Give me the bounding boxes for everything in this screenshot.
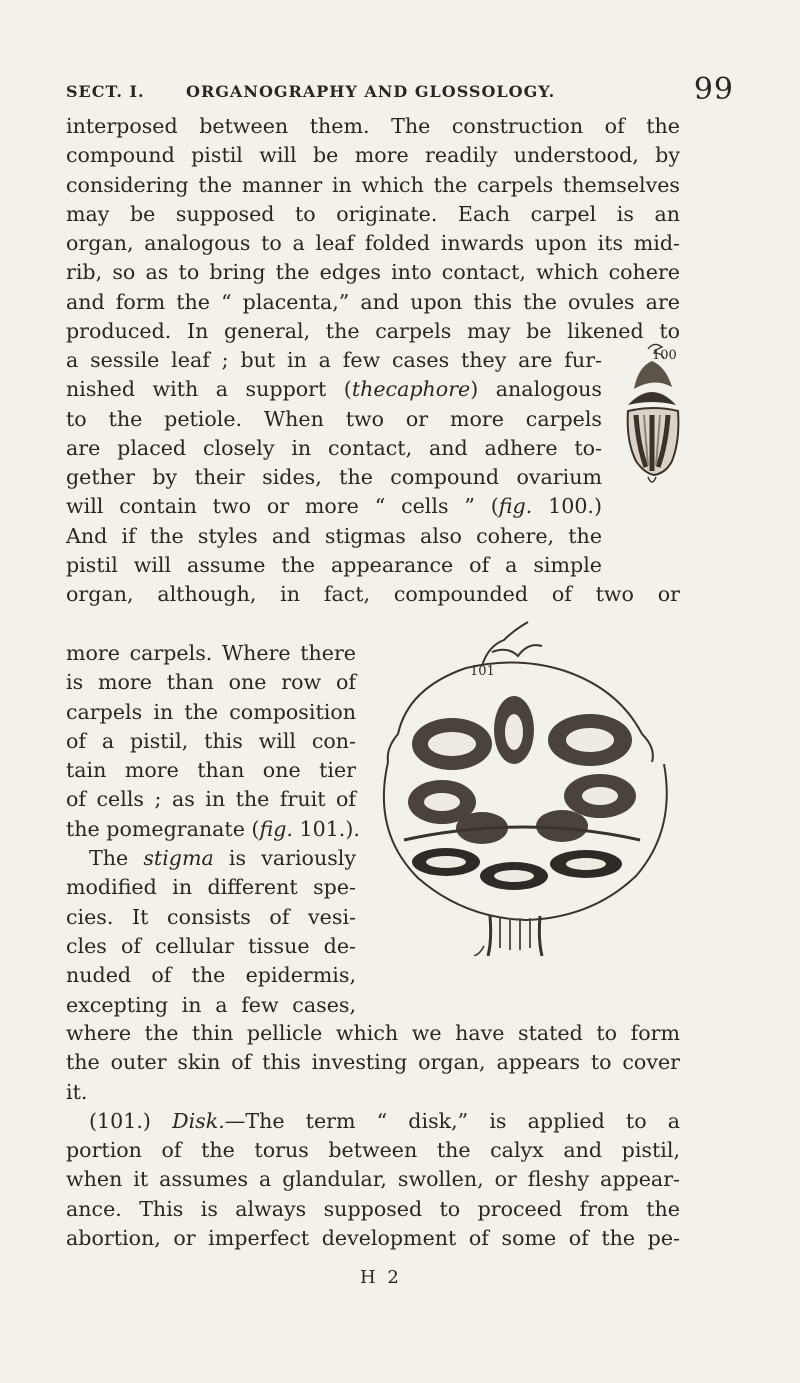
text-line: produced. In general, the carpels may be likened to — [66, 319, 680, 344]
text-line: excepting in a few cases, — [66, 992, 356, 1017]
text-line: and form the “ placenta,” and upon this the ovules are — [66, 289, 680, 314]
page-number: 99 — [693, 72, 734, 107]
figure-100-label: 100 — [652, 348, 677, 363]
running-head — [66, 72, 734, 107]
text-line: carpels in the composition — [66, 699, 356, 724]
figure-101-pomegranate-illustration — [364, 612, 680, 956]
text-line: abortion, or imperfect development of some of the pe- — [66, 1226, 680, 1251]
text-line: will contain two or more “ cells ” (fig. 100.) — [66, 494, 602, 519]
text-line: the pomegranate (fig. 101.). — [66, 816, 360, 841]
text-line: cies. It consists of vesi- — [66, 904, 356, 929]
text-line: cles of cellular tissue de- — [66, 933, 356, 958]
text-line: to the petiole. When two or more carpels — [66, 406, 602, 431]
text-line: pistil will assume the appearance of a simple — [66, 553, 602, 578]
text-line: tain more than one tier — [66, 758, 356, 783]
text-line: nuded of the epidermis, — [66, 963, 356, 988]
text-line: of a pistil, this will con- — [66, 728, 356, 753]
text-line: ance. This is always supposed to proceed from the — [66, 1196, 680, 1221]
text-line: The stigma is variously — [89, 846, 357, 871]
text-line: when it assumes a glandular, swollen, or fleshy appear- — [66, 1167, 680, 1192]
text-line: compound pistil will be more readily understood, by — [66, 143, 680, 168]
text-line: And if the styles and stigmas also cohere, the — [66, 523, 602, 548]
running-title: ORGANOGRAPHY AND GLOSSOLOGY. — [186, 82, 556, 101]
signature-mark: H 2 — [360, 1267, 402, 1288]
paragraph-block-1 — [66, 112, 680, 346]
text-line: rib, so as to bring the edges into contact, which cohere — [66, 260, 680, 285]
text-line: (101.) Disk.—The term “ disk,” is applied to a — [89, 1108, 681, 1133]
text-line: is more than one row of — [66, 670, 356, 695]
text-line: where the thin pellicle which we have stated to form — [66, 1021, 680, 1045]
text-line: organ, although, in fact, compounded of two or — [66, 582, 680, 607]
text-line: nished with a support (thecaphore) analogous — [66, 377, 602, 402]
text-line: organ, analogous to a leaf folded inwards upon its mid- — [66, 231, 680, 256]
text-line: gether by their sides, the compound ovarium — [66, 465, 602, 490]
text-line: considering the manner in which the carpels themselves — [66, 172, 680, 197]
paragraph-block-2 — [66, 346, 680, 610]
text-line: the outer skin of this investing organ, appears to cover — [66, 1050, 680, 1075]
text-line: may be supposed to originate. Each carpel is an — [66, 201, 680, 226]
paragraph-block-4 — [66, 1019, 680, 1253]
text-line: interposed between them. The construction of the — [66, 114, 680, 138]
text-line: more carpels. Where there — [66, 641, 356, 665]
text-line: modified in different spe- — [66, 875, 356, 900]
text-line: it. — [66, 1079, 88, 1104]
figure-101-label: 101 — [470, 664, 495, 679]
text-line: of cells ; as in the fruit of — [66, 787, 356, 812]
figure-100-ovarium-illustration — [622, 335, 680, 495]
text-line: are placed closely in contact, and adhere to- — [66, 435, 602, 460]
section-label: SECT. I. — [66, 82, 145, 101]
text-line: a sessile leaf ; but in a few cases they are fur- — [66, 348, 602, 372]
text-line: portion of the torus between the calyx and pistil, — [66, 1138, 680, 1163]
